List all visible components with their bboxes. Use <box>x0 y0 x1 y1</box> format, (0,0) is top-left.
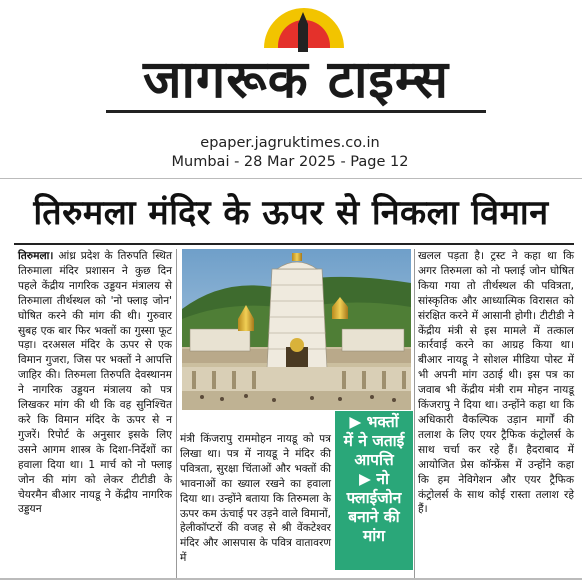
callout-line-3: आपत्ति <box>354 451 394 469</box>
masthead-logo <box>96 6 496 126</box>
callout-line-7: मांग <box>362 527 385 545</box>
site-url: epaper.jagruktimes.co.in <box>200 135 380 151</box>
callout-line-4: ▶ नो <box>359 470 389 488</box>
article-column-3: खलल पड़ता है। ट्रस्ट ने कहा था कि अगर तिरुमला को नो फ्लाई जोन घोषित किया गया तो तीर्थस्थल की पवित्रता, सांस्कृतिक और आध्यात्मिक विरासत को संरक्षित करने में आसानी होगी। टीटीडी ने केंद्रीय मंत्री से इस मामले में तत्काल कार्रवाई करने का आग्रह किया था। बीआर नायडू ने सोशल मीडिया पोस्ट में भी अपनी मांग उठाई थी। इस पत्र का जवाब भी केंद्रीय मंत्री राम मोहन नायडू किंजरापु ने दिया था। उन्होंने कहा था कि अधिकारी वैकल्पिक उड़ान मार्गों की तलाश के लिए एयर ट्रैफिक कंट्रोलर्स के साथ चर्चा कर रहे हैं। हैदराबाद में आयोजित प्रेस कॉन्फ्रेंस में उन्होंने कहा कि हम नेविगेशन और एयर ट्रैफिक कंट्रोलर्स के साथ कोई रास्ता तलाश रहे हैं। <box>418 250 574 516</box>
callout-line-2: में ने जताई <box>343 432 405 450</box>
callout-line-6: बनाने की <box>348 508 400 526</box>
column-divider-2 <box>414 249 415 579</box>
article-column-2: मंत्री किंजरापु राममोहन नायडू को पत्र लिखा था। पत्र में नायडू ने मंदिर की पवित्रता, सुरक्षा चिंताओं और भक्तों की भावनाओं का ख्याल रखने का हवाला दिया था। उन्होंने बताया कि तिरुमला के ऊपर कम ऊंचाई पर उड़ने वाले विमानों, हेलीकॉप्टरों की वजह से श्री वेंकटेश्वर मंदिर और आसपास के पवित्र वातावरण में <box>180 433 331 565</box>
callout-line-5: फ्लाईजोन <box>346 489 402 507</box>
top-divider <box>0 178 582 179</box>
bottom-divider <box>0 578 582 580</box>
dateline: तिरुमला। <box>18 250 54 262</box>
column-divider-1 <box>176 249 177 579</box>
edition-line: Mumbai - 28 Mar 2025 - Page 12 <box>171 154 409 170</box>
temple-illustration <box>182 249 411 410</box>
callout-line-1: ▶ भक्तों <box>349 413 399 431</box>
article-column-1 <box>18 249 172 517</box>
temple-photo <box>182 249 411 410</box>
highlight-callout <box>335 411 413 570</box>
article-headline: तिरुमला मंदिर के ऊपर से निकला विमान <box>33 193 549 233</box>
headline-divider <box>14 243 574 245</box>
logo-text: जागरूक टाइम्स <box>142 50 450 110</box>
column-1-text: आंध्र प्रदेश के तिरुपति स्थित तिरुमाला मंदिर प्रशासन ने कुछ दिन पहले केंद्रीय नागरिक उड्डयन मंत्रालय से तिरुमाला तीर्थस्थल को 'नो फ्लाइ जोन' घोषित करने की मांग की थी। गुरुवार सुबह एक बार फिर भक्तों का गुस्सा फूट पड़ा। दरअसल मंदिर के ऊपर से एक विमान गुजरा, जिस पर भक्तों ने आपत्ति जाहिर की। तिरुमला तिरुपति देवस्थानम ने नागरिक उड्डयन मंत्रालय को पत्र लिखकर मांग की थी कि वह सुनिश्चित करे कि विमान मंदिर के ऊपर से न गुजरें। रिपोर्ट के अनुसार इसके लिए उसने आगम शास्त्र के दिशा-निर्देशों का हवाला दिया था। 1 मार्च को नो फ्लाइ जोन की मांग को लेकर टीटीडी के चेयरमैन बीआर नायडू ने केंद्रीय नागरिक उड्डयन <box>18 250 172 516</box>
logo-underline <box>106 110 486 113</box>
